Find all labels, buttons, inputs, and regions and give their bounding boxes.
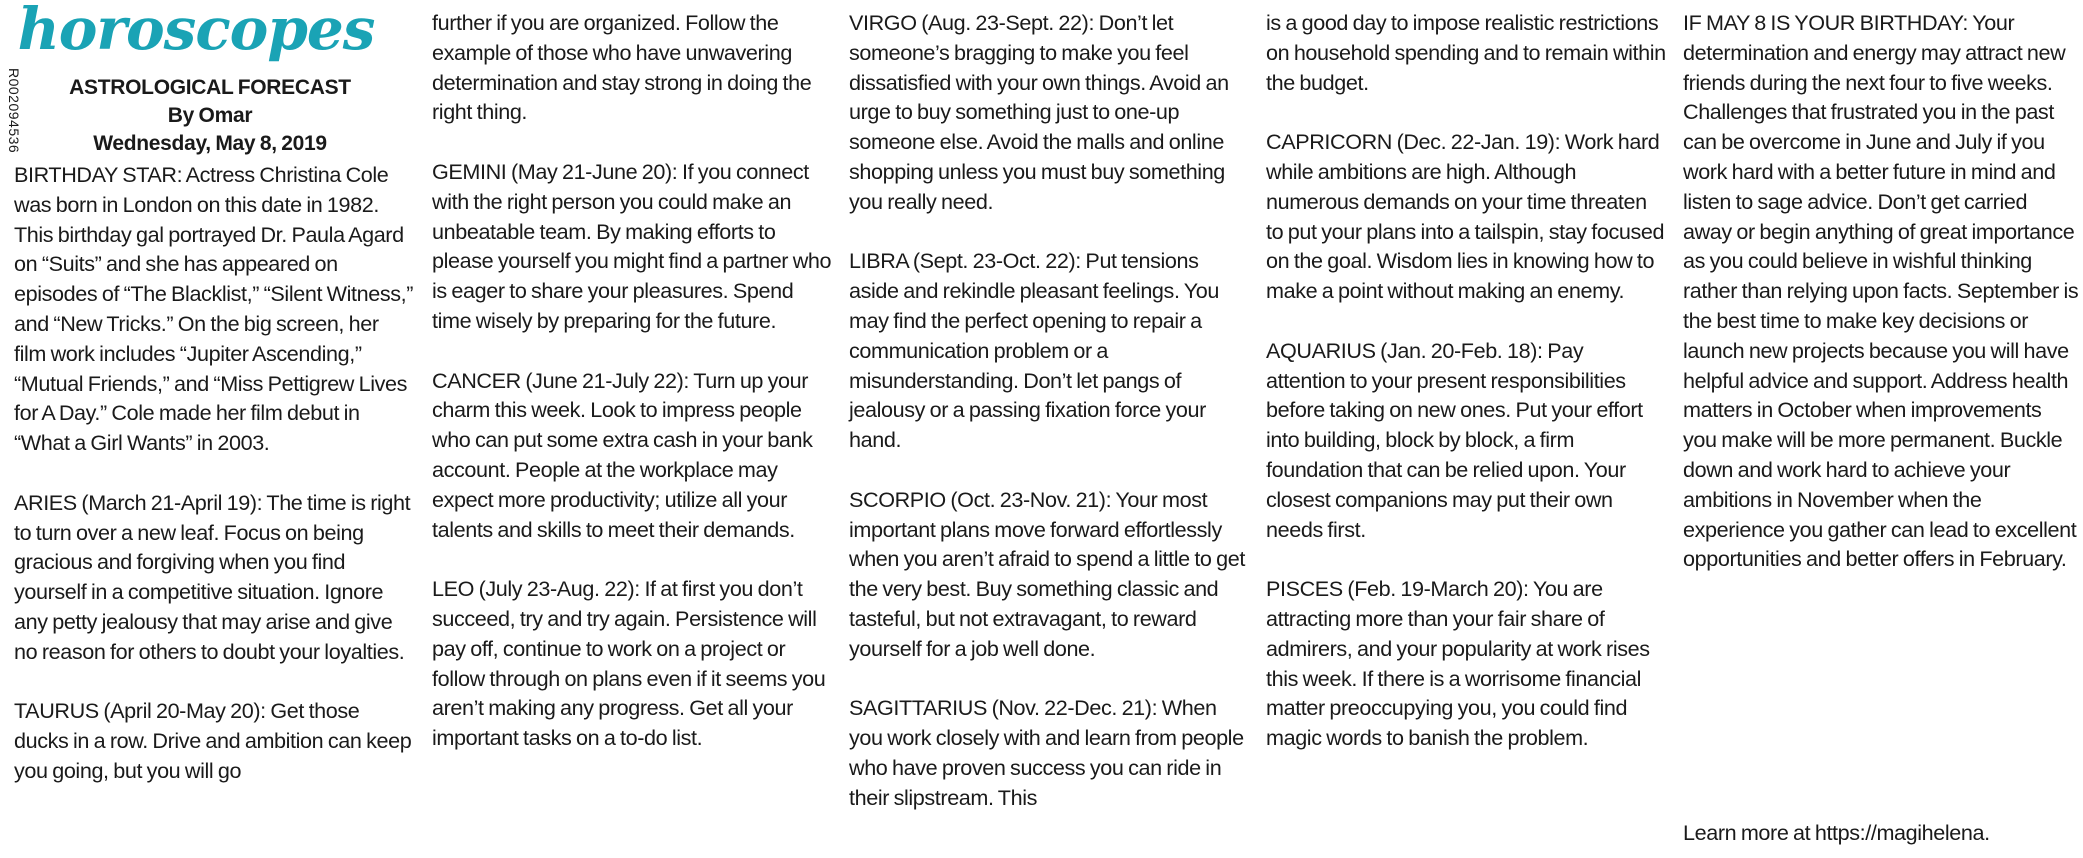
publication-date: Wednesday, May 8, 2019	[93, 132, 327, 155]
aries-entry: ARIES (March 21-April 19): The time is right to turn over a new leaf. Focus on being gracious and forgiving when you find yourself in a competitive situation. Ignore any petty jealousy that may arise and give no reason for others to doubt your loyalties.	[14, 489, 411, 664]
forecast-label: ASTROLOGICAL FORECAST	[69, 76, 351, 99]
birthday-star-entry: BIRTHDAY STAR: Actress Christina Cole was born in London on this date in 1982. This birthday gal portrayed Dr. Paula Agard on “Suits” and she has appeared on episodes of “The Blacklist,” “Silent Witness,” and “New Tricks.” On the big screen, her film work includes “Jupiter Ascending,” “Mutual Friends,” and “Miss Pettigrew Lives for A Day.” Cole made her film debut in “What a Girl Wants” in 2003.	[14, 162, 414, 456]
learn-more-link[interactable]: Learn more at https://magihelena.	[1683, 820, 1990, 846]
pisces-entry: PISCES (Feb. 19-March 20): You are attracting more than your fair share of admirers, and your popularity at work rises this week. If there is a worrisome financial matter preoccupying you, you could find magic words to banish the problem.	[1266, 576, 1650, 751]
sagittarius-entry-part1: SAGITTARIUS (Nov. 22-Dec. 21): When you work closely with and learn from people who have proven success you can ride in their slipstream. This	[849, 695, 1244, 810]
sagittarius-entry-part2: is a good day to impose realistic restrictions on household spending and to remain within the budget.	[1266, 10, 1666, 95]
column-4	[1266, 8, 1666, 854]
column-1	[14, 0, 414, 846]
taurus-entry-part2: further if you are organized. Follow the example of those who have unwavering determination and stay strong in doing the right thing.	[432, 10, 812, 125]
cancer-entry: CANCER (June 21-July 22): Turn up your charm this week. Look to impress people who can put some extra cash in your bank account. People at the workplace may expect more productivity; utilize all your talents and skills to meet their demands.	[432, 367, 813, 542]
scorpio-entry: SCORPIO (Oct. 23-Nov. 21): Your most important plans move forward effortlessly when you aren’t afraid to spend a little to get the very best. Buy something classic and tasteful, but not extravagant, to reward yourself for a job well done.	[849, 486, 1245, 661]
gemini-entry: GEMINI (May 21-June 20): If you connect with the right person you could make an unbeatable team. By making efforts to please yourself you might find a partner who is eager to share your pleasures. Spend time wisely by preparing for the future.	[432, 158, 832, 333]
taurus-entry-part1: TAURUS (April 20-May 20): Get those ducks in a row. Drive and ambition can keep you going, but you will go	[14, 698, 412, 783]
ad-code: R002094536	[6, 68, 22, 154]
aquarius-entry: AQUARIUS (Jan. 20-Feb. 18): Pay attention to your present responsibilities before taking on new ones. Put your effort into building, block by block, a firm foundation that can be relied upon. Your closest companions may put their own needs first.	[1266, 337, 1643, 542]
leo-entry: LEO (July 23-Aug. 22): If at first you don’t succeed, try and try again. Persistence will pay off, continue to work on a project or follow through on plans even if it seems you aren’t making any progress. Get all your important tasks on a to-do list.	[432, 576, 826, 751]
capricorn-entry: CAPRICORN (Dec. 22-Jan. 19): Work hard while ambitions are high. Although numerous demands on your time threaten to put your plans into a tailspin, stay focused on the goal. Wisdom lies in knowing how to make a point without making an enemy.	[1266, 129, 1665, 304]
byline: By Omar	[167, 104, 253, 127]
libra-entry: LIBRA (Sept. 23-Oct. 22): Put tensions aside and rekindle pleasant feelings. You may find the perfect opening to repair a communication problem or a misunderstanding. Don’t let pangs of jealousy or a passing fixation force your hand.	[849, 248, 1219, 453]
your-birthday-entry: IF MAY 8 IS YOUR BIRTHDAY: Your determination and energy may attract new friends during the next four to five weeks. Challenges that frustrated you in the past can be overcome in June and July if you work hard with a better future in mind and listen to sage advice. Don’t get carried away or begin anything of great importance as you could believe in wishful thinking rather than relying upon facts. September is the best time to make key decisions or launch new projects because you will have helpful advice and support. Address health matters in October when improvements you make will be more permanent. Buckle down and work hard to achieve your ambitions in November when the experience you gather can lead to excellent opportunities and better offers in February.	[1683, 10, 2079, 572]
column-3	[849, 8, 1249, 854]
column-2	[432, 8, 832, 854]
column-5	[1683, 8, 2079, 854]
masthead	[14, 0, 406, 158]
virgo-entry: VIRGO (Aug. 23-Sept. 22): Don’t let someone’s bragging to make you feel dissatisfied with your own things. Avoid an urge to buy something just to one-up someone else. Avoid the malls and online shopping unless you must buy something you really need.	[849, 10, 1229, 214]
column-1-text	[14, 160, 414, 786]
section-logo: horoscopes	[17, 0, 375, 63]
